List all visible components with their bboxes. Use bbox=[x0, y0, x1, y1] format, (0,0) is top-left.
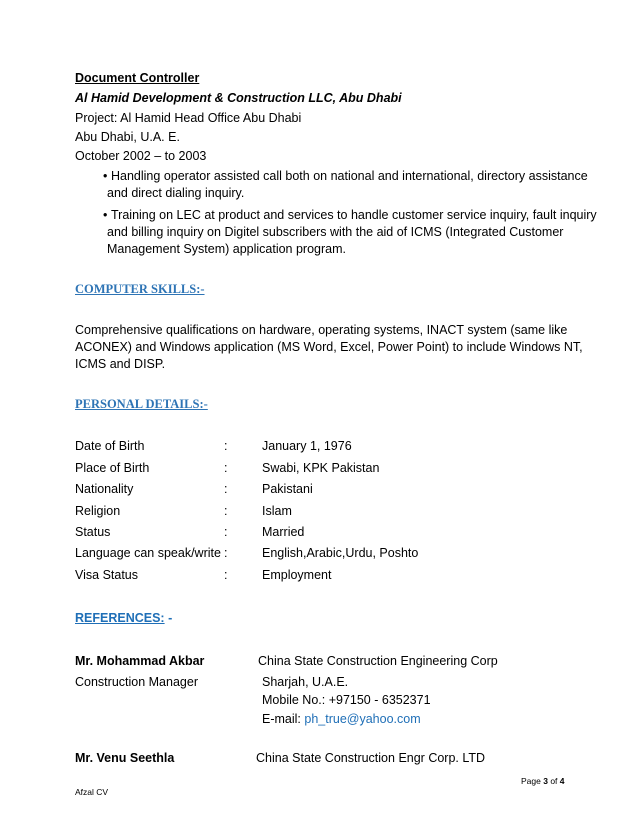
job-title: Document Controller bbox=[75, 71, 200, 85]
reference-2-company: China State Construction Engr Corp. LTD bbox=[256, 751, 486, 765]
reference-1-mobile: Mobile No.: +97150 - 6352371 bbox=[262, 693, 431, 707]
detail-separator: : bbox=[224, 482, 228, 496]
detail-label-date-of-birth: Date of Birth bbox=[75, 439, 145, 453]
references-heading-suffix: - bbox=[164, 611, 173, 625]
computer-skills-heading: COMPUTER SKILLS:- bbox=[75, 282, 205, 296]
job-bullet-2 bbox=[103, 207, 597, 258]
period-line: October 2002 – to 2003 bbox=[75, 149, 207, 163]
page-current: 3 bbox=[543, 776, 548, 786]
location-line: Abu Dhabi, U.A. E. bbox=[75, 130, 180, 144]
reference-1-company: China State Construction Engineering Corp bbox=[258, 654, 498, 668]
reference-1-email-line bbox=[262, 712, 421, 727]
detail-separator: : bbox=[224, 568, 228, 582]
company-name: Al Hamid Development & Construction LLC, Abu Dhabi bbox=[75, 91, 402, 105]
job-bullet-1-line-2: and direct dialing inquiry. bbox=[107, 186, 245, 200]
computer-skills-line-3: ICMS and DISP. bbox=[75, 357, 166, 371]
computer-skills-line-2: ACONEX) and Windows application (MS Word, Excel, Power Point) to include Windows NT, bbox=[75, 340, 583, 354]
detail-label-visa-status: Visa Status bbox=[75, 568, 139, 582]
detail-value-nationality: Pakistani bbox=[262, 482, 313, 496]
detail-label-place-of-birth: Place of Birth bbox=[75, 461, 150, 475]
page-total: 4 bbox=[559, 776, 565, 786]
references-heading bbox=[75, 611, 172, 625]
reference-1-city: Sharjah, U.A.E. bbox=[262, 675, 349, 689]
detail-label-religion: Religion bbox=[75, 504, 121, 518]
footer-doc-name: Afzal CV bbox=[75, 787, 109, 797]
page-number bbox=[521, 776, 565, 786]
page-of: of bbox=[547, 776, 560, 786]
detail-value-place-of-birth: Swabi, KPK Pakistan bbox=[262, 461, 380, 475]
job-bullet-2-line-3: Management System) application program. bbox=[107, 242, 347, 256]
computer-skills-text bbox=[75, 322, 583, 373]
detail-separator: : bbox=[224, 525, 228, 539]
reference-1-position: Construction Manager bbox=[75, 675, 198, 689]
detail-value-status: Married bbox=[262, 525, 305, 539]
references-heading-text: REFERENCES: bbox=[75, 611, 165, 625]
detail-separator: : bbox=[224, 439, 228, 453]
detail-separator: : bbox=[224, 546, 228, 560]
job-bullet-2-line-2: and billing inquiry on Digitel subscribers with the aid of ICMS (Integrated Customer bbox=[107, 225, 564, 239]
job-bullet-2-line-1: Training on LEC at product and services to handle customer service inquiry, fault inquiry bbox=[111, 208, 597, 222]
job-bullet-1 bbox=[103, 168, 588, 202]
job-bullet-1-line-1: Handling operator assisted call both on national and international, directory assistance bbox=[111, 169, 588, 183]
detail-value-date-of-birth: January 1, 1976 bbox=[262, 439, 352, 453]
reference-1-email-link[interactable]: ph_true@yahoo.com bbox=[304, 712, 421, 726]
personal-details-heading: PERSONAL DETAILS:- bbox=[75, 397, 208, 411]
detail-label-nationality: Nationality bbox=[75, 482, 134, 496]
detail-label-language: Language can speak/write bbox=[75, 546, 221, 560]
reference-2-name: Mr. Venu Seethla bbox=[75, 751, 175, 765]
page-prefix: Page bbox=[521, 776, 544, 786]
detail-separator: : bbox=[224, 504, 228, 518]
project-line: Project: Al Hamid Head Office Abu Dhabi bbox=[75, 111, 302, 125]
detail-separator: : bbox=[224, 461, 228, 475]
detail-value-language: English,Arabic,Urdu, Poshto bbox=[262, 546, 419, 560]
bullet-icon: • bbox=[103, 208, 108, 222]
reference-1-name: Mr. Mohammad Akbar bbox=[75, 654, 205, 668]
detail-label-status: Status bbox=[75, 525, 111, 539]
detail-value-visa-status: Employment bbox=[262, 568, 332, 582]
bullet-icon: • bbox=[103, 169, 108, 183]
detail-value-religion: Islam bbox=[262, 504, 292, 518]
reference-1-email-label: E-mail: bbox=[262, 712, 305, 726]
computer-skills-line-1: Comprehensive qualifications on hardware, operating systems, INACT system (same like bbox=[75, 323, 568, 337]
